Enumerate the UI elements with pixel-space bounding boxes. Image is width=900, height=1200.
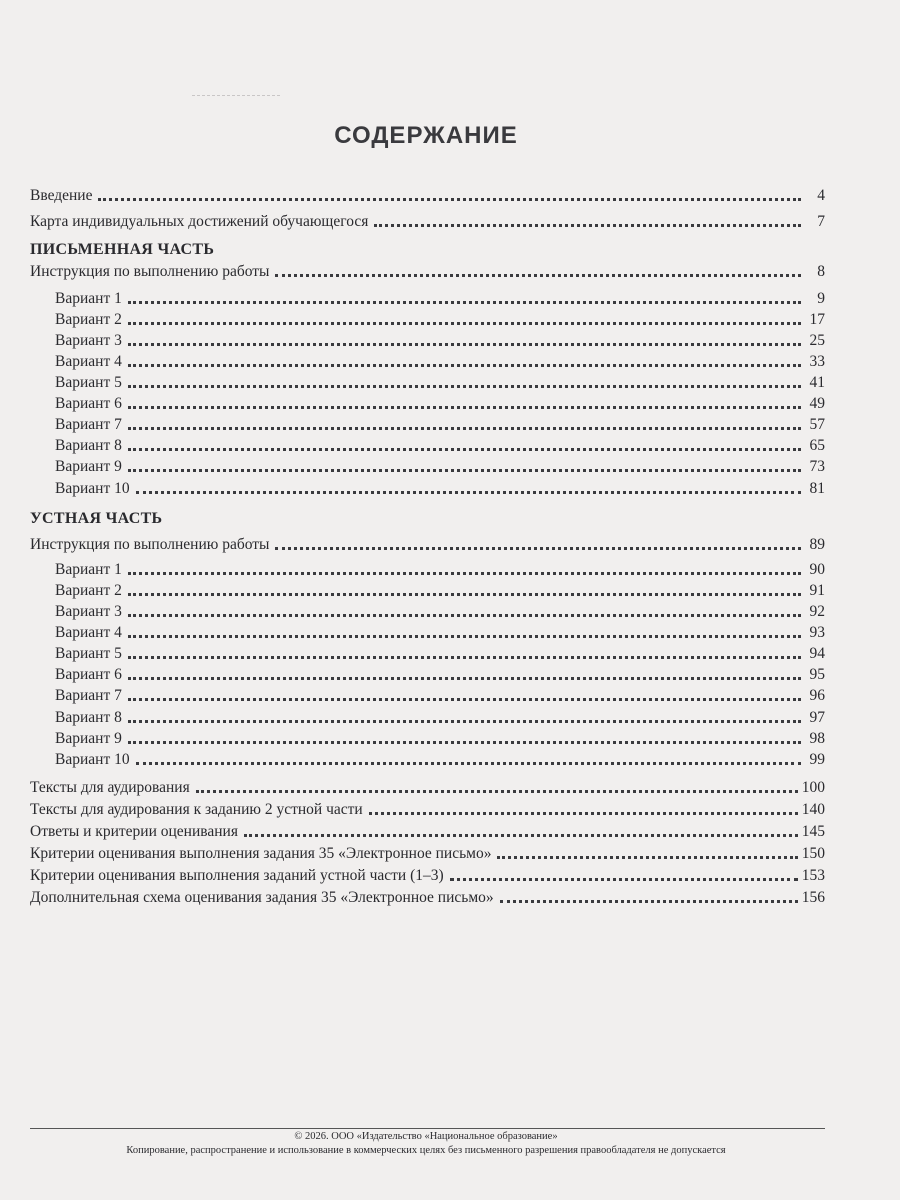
toc-entry (30, 842, 825, 864)
toc-entry (55, 621, 825, 643)
scan-artifact (192, 95, 280, 96)
toc-entry (55, 287, 825, 309)
leader-dots (128, 698, 801, 701)
leader-dots (128, 593, 801, 596)
toc-entry (55, 579, 825, 601)
toc-entry (30, 820, 825, 842)
toc-entry-page: 7 (817, 213, 825, 230)
leader-dots (128, 364, 801, 367)
toc-entry-label: Вариант 7 (55, 687, 122, 704)
toc-entry-page: 91 (809, 582, 825, 599)
toc-entry-page: 96 (809, 687, 825, 704)
toc-entry (55, 600, 825, 622)
toc-entry-label: Вариант 9 (55, 730, 122, 747)
footer-copyright: © 2026. ООО «Издательство «Национальное образование» (294, 1131, 558, 1142)
toc-entry (55, 477, 825, 499)
toc-entry-page: 97 (809, 709, 825, 726)
toc-entry (30, 776, 825, 798)
toc-entry (30, 864, 825, 886)
toc-entry-page: 98 (809, 730, 825, 747)
toc-entry-page: 153 (801, 867, 825, 884)
leader-dots (128, 427, 801, 430)
leader-dots (128, 572, 801, 575)
toc-entry (55, 748, 825, 770)
toc-entry-label: Ответы и критерии оценивания (30, 823, 238, 840)
toc-entry-page: 145 (801, 823, 825, 840)
leader-dots (128, 301, 801, 304)
toc-entry-label: Вариант 5 (55, 374, 122, 391)
toc-entry-page: 89 (809, 536, 825, 553)
toc-entry-label: Вариант 3 (55, 332, 122, 349)
leader-dots (369, 812, 798, 815)
leader-dots (275, 274, 801, 277)
toc-entry-label: Тексты для аудирования к заданию 2 устной части (30, 801, 363, 818)
toc-entry-page: 9 (817, 290, 825, 307)
toc-entry (30, 533, 825, 555)
toc-entry (55, 706, 825, 728)
toc-entry (55, 727, 825, 749)
toc-entry-page: 90 (809, 561, 825, 578)
toc-entry-label: Вариант 1 (55, 561, 122, 578)
leader-dots (128, 343, 801, 346)
leader-dots (244, 834, 798, 837)
leader-dots (128, 635, 801, 638)
toc-entry-label: Карта индивидуальных достижений обучающегося (30, 213, 369, 230)
leader-dots (128, 677, 801, 680)
toc-entry-label: Вариант 4 (55, 624, 122, 641)
toc-entry-page: 93 (809, 624, 825, 641)
leader-dots (128, 322, 801, 325)
toc-entry-label: Вариант 8 (55, 709, 122, 726)
toc-entry-page: 57 (809, 416, 825, 433)
leader-dots (128, 448, 801, 451)
leader-dots (128, 656, 801, 659)
toc-entry-label: Тексты для аудирования (30, 779, 190, 796)
toc-entry (55, 329, 825, 351)
leader-dots (128, 614, 801, 617)
leader-dots (98, 198, 801, 201)
toc-entry-page: 25 (809, 332, 825, 349)
leader-dots (128, 741, 801, 744)
toc-entry-page: 81 (809, 480, 825, 497)
toc-entry (30, 210, 825, 232)
toc-entry-page: 100 (801, 779, 825, 796)
toc-entry-page: 99 (809, 751, 825, 768)
toc-entry-label: Вариант 3 (55, 603, 122, 620)
toc-entry-label: Критерии оценивания выполнения задания 35 «Электронное письмо» (30, 845, 492, 862)
leader-dots (500, 900, 798, 903)
toc-entry (55, 413, 825, 435)
toc-entry-page: 41 (809, 374, 825, 391)
toc-entry-page: 95 (809, 666, 825, 683)
toc-entry-label: Инструкция по выполнению работы (30, 536, 270, 553)
toc-entry (30, 886, 825, 908)
toc-entry-page: 17 (809, 311, 825, 328)
toc-entry-page: 92 (809, 603, 825, 620)
toc-entry (55, 308, 825, 330)
toc-entry (55, 663, 825, 685)
toc-entry-label: Вариант 7 (55, 416, 122, 433)
toc-entry (30, 184, 825, 206)
toc-entry-page: 65 (809, 437, 825, 454)
toc-entry-label: Вариант 6 (55, 395, 122, 412)
toc-entry-page: 4 (817, 187, 825, 204)
leader-dots (497, 856, 797, 859)
toc-entry-label: Инструкция по выполнению работы (30, 263, 270, 280)
leader-dots (128, 385, 801, 388)
leader-dots (196, 790, 798, 793)
toc-entry (55, 434, 825, 456)
leader-dots (128, 720, 801, 723)
toc-entry-label: Введение (30, 187, 93, 204)
toc-entry-label: Вариант 4 (55, 353, 122, 370)
toc-entry-label: Вариант 2 (55, 311, 122, 328)
toc-entry-label: Вариант 10 (55, 480, 130, 497)
section-heading-oral: УСТНАЯ ЧАСТЬ (30, 510, 163, 527)
toc-entry-page: 156 (801, 889, 825, 906)
toc-entry-page: 33 (809, 353, 825, 370)
toc-entry-label: Вариант 2 (55, 582, 122, 599)
leader-dots (136, 491, 801, 494)
toc-entry (55, 350, 825, 372)
footer-rule (30, 1128, 825, 1129)
leader-dots (374, 224, 801, 227)
toc-entry-page: 150 (801, 845, 825, 862)
toc-entry (55, 455, 825, 477)
toc-entry (30, 260, 825, 282)
toc-entry-label: Критерии оценивания выполнения заданий устной части (1–3) (30, 867, 444, 884)
leader-dots (128, 406, 801, 409)
toc-entry-page: 73 (809, 458, 825, 475)
toc-entry-label: Вариант 6 (55, 666, 122, 683)
toc-entry-page: 49 (809, 395, 825, 412)
toc-entry-page: 94 (809, 645, 825, 662)
leader-dots (128, 469, 801, 472)
leader-dots (275, 547, 801, 550)
toc-entry (55, 684, 825, 706)
toc-entry (55, 642, 825, 664)
toc-entry (30, 798, 825, 820)
toc-entry-page: 8 (817, 263, 825, 280)
toc-entry (55, 371, 825, 393)
toc-entry (55, 392, 825, 414)
toc-entry-label: Дополнительная схема оценивания задания 35 «Электронное письмо» (30, 889, 494, 906)
page-title: СОДЕРЖАНИЕ (334, 122, 518, 149)
footer-notice: Копирование, распространение и использование в коммерческих целях без письменного разрешения правообладателя не допускается (126, 1145, 726, 1156)
toc-entry-page: 140 (801, 801, 825, 818)
toc-entry-label: Вариант 8 (55, 437, 122, 454)
toc-entry-label: Вариант 5 (55, 645, 122, 662)
toc-entry-label: Вариант 10 (55, 751, 130, 768)
leader-dots (450, 878, 798, 881)
section-heading-written: ПИСЬМЕННАЯ ЧАСТЬ (30, 241, 215, 258)
toc-entry (55, 558, 825, 580)
toc-entry-label: Вариант 9 (55, 458, 122, 475)
leader-dots (136, 762, 801, 765)
toc-entry-label: Вариант 1 (55, 290, 122, 307)
